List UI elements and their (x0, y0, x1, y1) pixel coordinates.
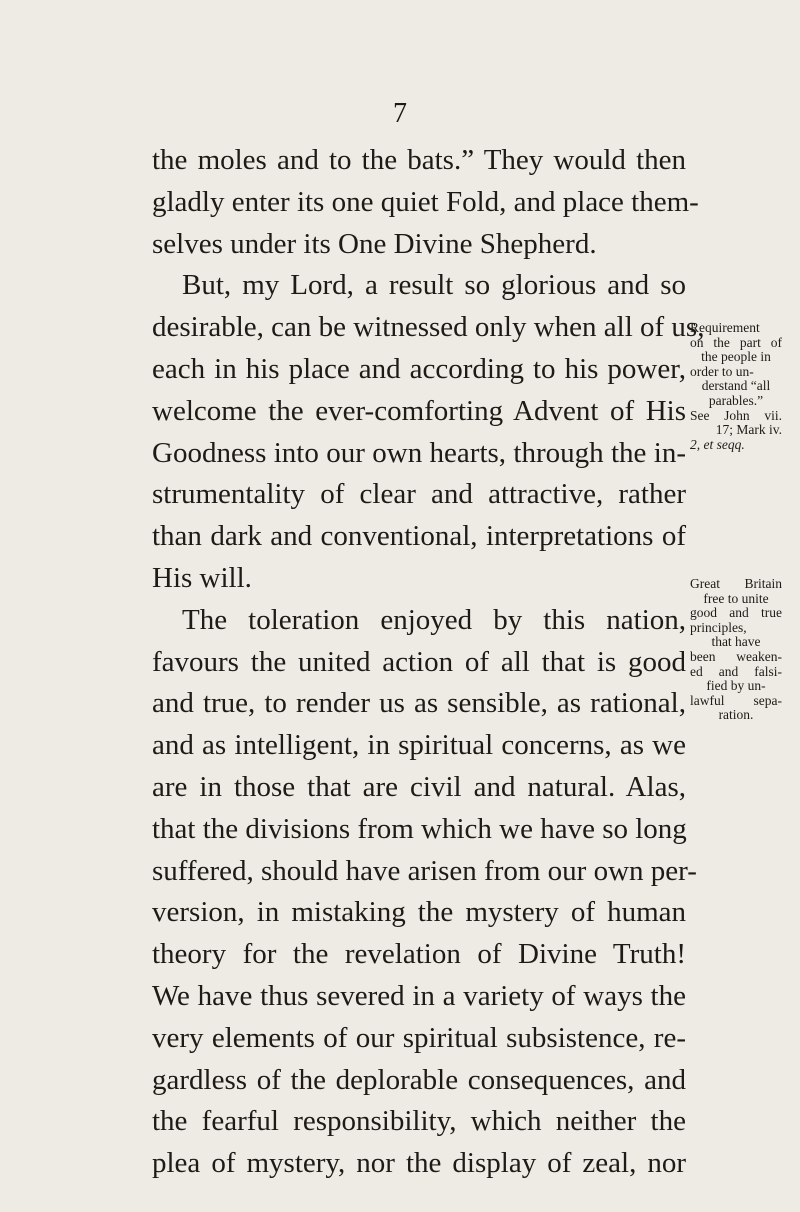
text-line: favours the united action of all that is good (152, 645, 686, 678)
text-line: the moles and to the bats.” They would then (152, 144, 686, 176)
text-line: are in those that are civil and natural. Alas, (152, 770, 686, 803)
margin-note-line: Great Britain (690, 576, 782, 591)
margin-note-line: fied by un- (706, 678, 766, 694)
margin-note-line: free to unite (703, 590, 769, 606)
text-line: each in his place and according to his power, (152, 352, 686, 385)
margin-note-great-britain (690, 577, 782, 723)
margin-note-line: ration. (718, 707, 754, 723)
margin-note-line: derstand “all (701, 378, 771, 394)
text-line: His will. (152, 561, 252, 594)
text-line: very elements of our spiritual subsistence, re- (152, 1021, 686, 1054)
body-text (152, 140, 705, 1185)
text-line: and true, to render us as sensible, as rational, (152, 687, 686, 720)
margin-note-line: See John vii. (690, 407, 782, 423)
margin-note-line: order to un- (690, 363, 754, 379)
margin-note-line: lawful sepa- (690, 692, 782, 708)
text-line: and as intelligent, in spiritual concerns, as we (152, 729, 686, 762)
text-line: welcome the ever-comforting Advent of His (152, 394, 686, 427)
margin-note-line: on the part of (690, 334, 782, 350)
text-line: gardless of the deplorable consequences, and (152, 1063, 686, 1096)
margin-note-line: good and true (690, 605, 782, 621)
margin-note-line: been weaken- (690, 648, 782, 664)
margin-note-line: the people in (701, 349, 771, 365)
text-line: But, my Lord, a result so glorious and so (182, 269, 686, 302)
text-line: plea of mystery, nor the display of zeal, nor (152, 1147, 686, 1180)
text-line: desirable, can be witnessed only when all of us, (152, 311, 705, 344)
text-line: than dark and conventional, interpretations of (152, 520, 686, 553)
text-line: strumentality of clear and attractive, rather (152, 478, 686, 511)
text-line: theory for the revelation of Divine Truth! (152, 938, 686, 971)
margin-note-line: that have (711, 634, 761, 650)
margin-note-line: ed and falsi- (690, 663, 782, 679)
text-line: selves under its One Divine Shepherd. (152, 227, 597, 260)
text-line: We have thus severed in a variety of ways the (152, 979, 686, 1012)
text-line: gladly enter its one quiet Fold, and place them- (152, 185, 699, 218)
margin-note-line: 17; Mark iv. (715, 422, 782, 438)
text-line: Goodness into our own hearts, through the in- (152, 436, 686, 469)
margin-note-line: 2, et seqq. (690, 436, 745, 452)
margin-note-line: principles, (690, 619, 747, 635)
margin-note-line: Requirement (690, 320, 760, 335)
text-line: The toleration enjoyed by this nation, (182, 603, 686, 636)
text-line: version, in mistaking the mystery of human (152, 896, 686, 929)
text-line: suffered, should have arisen from our own per- (152, 854, 697, 887)
margin-note-line: parables.” (708, 392, 764, 408)
text-line: the fearful responsibility, which neither the (152, 1105, 686, 1138)
page-number: 7 (393, 98, 407, 129)
margin-note-requirement (690, 321, 782, 452)
text-line: that the divisions from which we have so long (152, 812, 687, 845)
